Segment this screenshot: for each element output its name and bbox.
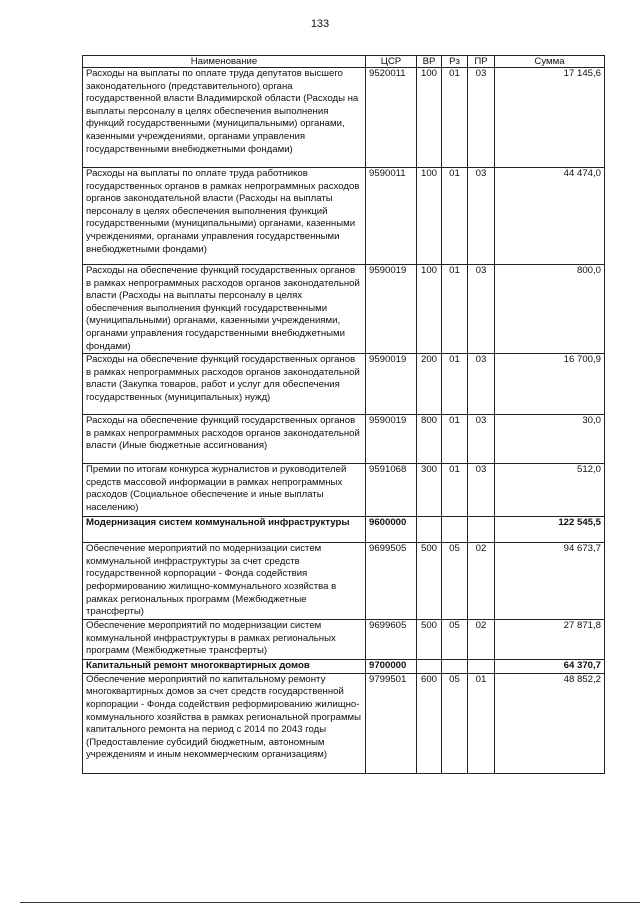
header-pr: ПР	[468, 56, 495, 68]
row-sum: 64 370,7	[495, 660, 605, 674]
table-row	[83, 68, 605, 168]
row-csr: 9590019	[366, 415, 417, 464]
row-rz: 01	[442, 354, 468, 415]
row-pr: 03	[468, 265, 495, 354]
row-sum: 44 474,0	[495, 168, 605, 265]
row-name: Обеспечение мероприятий по модернизации систем коммунальной инфраструктуры за счет средств государственной корпорации - Фонда содействия реформированию жилищно-коммунального хозяйства в рамках региональных программ (Межбюджетные трансферты)	[83, 543, 366, 620]
row-csr: 9700000	[366, 660, 417, 674]
row-rz	[442, 517, 468, 543]
row-name: Обеспечение мероприятий по модернизации систем коммунальной инфраструктуры в рамках региональных программ (Межбюджетные трансферты)	[83, 620, 366, 660]
row-name: Расходы на обеспечение функций государственных органов в рамках непрограммных расходов органов законодательной власти (Расходы на выплаты персоналу в целях обеспечения выполнения функций государственными (муниципальными) органами, казенными учреждениями, органами управления государственными внебюджетными фондами)	[83, 265, 366, 354]
row-rz: 01	[442, 464, 468, 517]
row-csr: 9520011	[366, 68, 417, 168]
row-vr: 500	[417, 620, 442, 660]
table-row	[83, 673, 605, 773]
row-sum: 27 871,8	[495, 620, 605, 660]
row-csr: 9699605	[366, 620, 417, 660]
header-csr: ЦСР	[366, 56, 417, 68]
table-row	[83, 543, 605, 620]
section-name: Капитальный ремонт многоквартирных домов	[83, 660, 366, 674]
budget-table	[82, 55, 605, 774]
row-csr: 9590011	[366, 168, 417, 265]
table-row	[83, 620, 605, 660]
header-sum: Сумма	[495, 56, 605, 68]
row-pr: 01	[468, 673, 495, 773]
table-row	[83, 168, 605, 265]
row-pr: 02	[468, 620, 495, 660]
row-name: Расходы на обеспечение функций государственных органов в рамках непрограммных расходов органов законодательной власти (Закупка товаров, работ и услуг для обеспечения государственных (муниципальных) нужд)	[83, 354, 366, 415]
row-vr	[417, 517, 442, 543]
header-vr: ВР	[417, 56, 442, 68]
row-csr: 9699505	[366, 543, 417, 620]
row-rz: 01	[442, 265, 468, 354]
row-rz: 05	[442, 673, 468, 773]
section-name: Модернизация систем коммунальной инфраструктуры	[83, 517, 366, 543]
row-vr: 300	[417, 464, 442, 517]
row-sum: 16 700,9	[495, 354, 605, 415]
row-csr: 9590019	[366, 354, 417, 415]
section-row	[83, 517, 605, 543]
row-name: Расходы на обеспечение функций государственных органов в рамках непрограммных расходов органов законодательной власти (Иные бюджетные ассигнования)	[83, 415, 366, 464]
row-pr: 03	[468, 168, 495, 265]
table-row	[83, 464, 605, 517]
row-csr: 9799501	[366, 673, 417, 773]
row-rz: 05	[442, 543, 468, 620]
row-sum: 122 545,5	[495, 517, 605, 543]
row-pr: 03	[468, 415, 495, 464]
header-row	[83, 56, 605, 68]
row-rz: 05	[442, 620, 468, 660]
row-rz	[442, 660, 468, 674]
row-rz: 01	[442, 68, 468, 168]
section-row	[83, 660, 605, 674]
table-row	[83, 265, 605, 354]
row-pr: 03	[468, 354, 495, 415]
row-pr: 03	[468, 68, 495, 168]
page-number: 133	[310, 18, 330, 30]
row-vr: 100	[417, 168, 442, 265]
table-row	[83, 415, 605, 464]
row-vr	[417, 660, 442, 674]
row-vr: 100	[417, 68, 442, 168]
row-vr: 600	[417, 673, 442, 773]
row-vr: 800	[417, 415, 442, 464]
row-sum: 48 852,2	[495, 673, 605, 773]
row-name: Премии по итогам конкурса журналистов и руководителей средств массовой информации в рамках непрограммных расходов (Социальное обеспечение и иные выплаты населению)	[83, 464, 366, 517]
row-rz: 01	[442, 415, 468, 464]
row-sum: 800,0	[495, 265, 605, 354]
row-sum: 17 145,6	[495, 68, 605, 168]
row-pr: 02	[468, 543, 495, 620]
row-name: Обеспечение мероприятий по капитальному ремонту многоквартирных домов за счет средств государственной корпорации - Фонда содействия реформированию жилищно-коммунального хозяйства в рамках региональной программы капитального ремонта на период с 2014 по 2043 годы (Предоставление субсидий бюджетным, автономным учреждениям и иным некоммерческим организациям)	[83, 673, 366, 773]
row-name: Расходы на выплаты по оплате труда депутатов высшего законодательного (представительного) органа государственной власти Владимирской области (Расходы на выплаты персоналу в целях обеспечения выполнения функций государственными (муниципальными) органами, казенными учреждениями, органами управления государственными внебюджетными фондами)	[83, 68, 366, 168]
row-rz: 01	[442, 168, 468, 265]
row-name: Расходы на выплаты по оплате труда работников государственных органов в рамках непрограммных расходов органов законодательной власти (Расходы на выплаты персоналу в целях обеспечения выполнения функций государственными (муниципальными) органами, казенными учреждениями, органами управления государственными внебюджетными фондами)	[83, 168, 366, 265]
row-sum: 512,0	[495, 464, 605, 517]
table-row	[83, 354, 605, 415]
row-vr: 100	[417, 265, 442, 354]
row-vr: 200	[417, 354, 442, 415]
row-pr: 03	[468, 464, 495, 517]
row-pr	[468, 660, 495, 674]
row-pr	[468, 517, 495, 543]
row-csr: 9591068	[366, 464, 417, 517]
page-bottom-edge	[20, 902, 640, 903]
row-csr: 9600000	[366, 517, 417, 543]
row-sum: 94 673,7	[495, 543, 605, 620]
row-vr: 500	[417, 543, 442, 620]
row-sum: 30,0	[495, 415, 605, 464]
header-name: Наименование	[83, 56, 366, 68]
header-rz: Рз	[442, 56, 468, 68]
row-csr: 9590019	[366, 265, 417, 354]
